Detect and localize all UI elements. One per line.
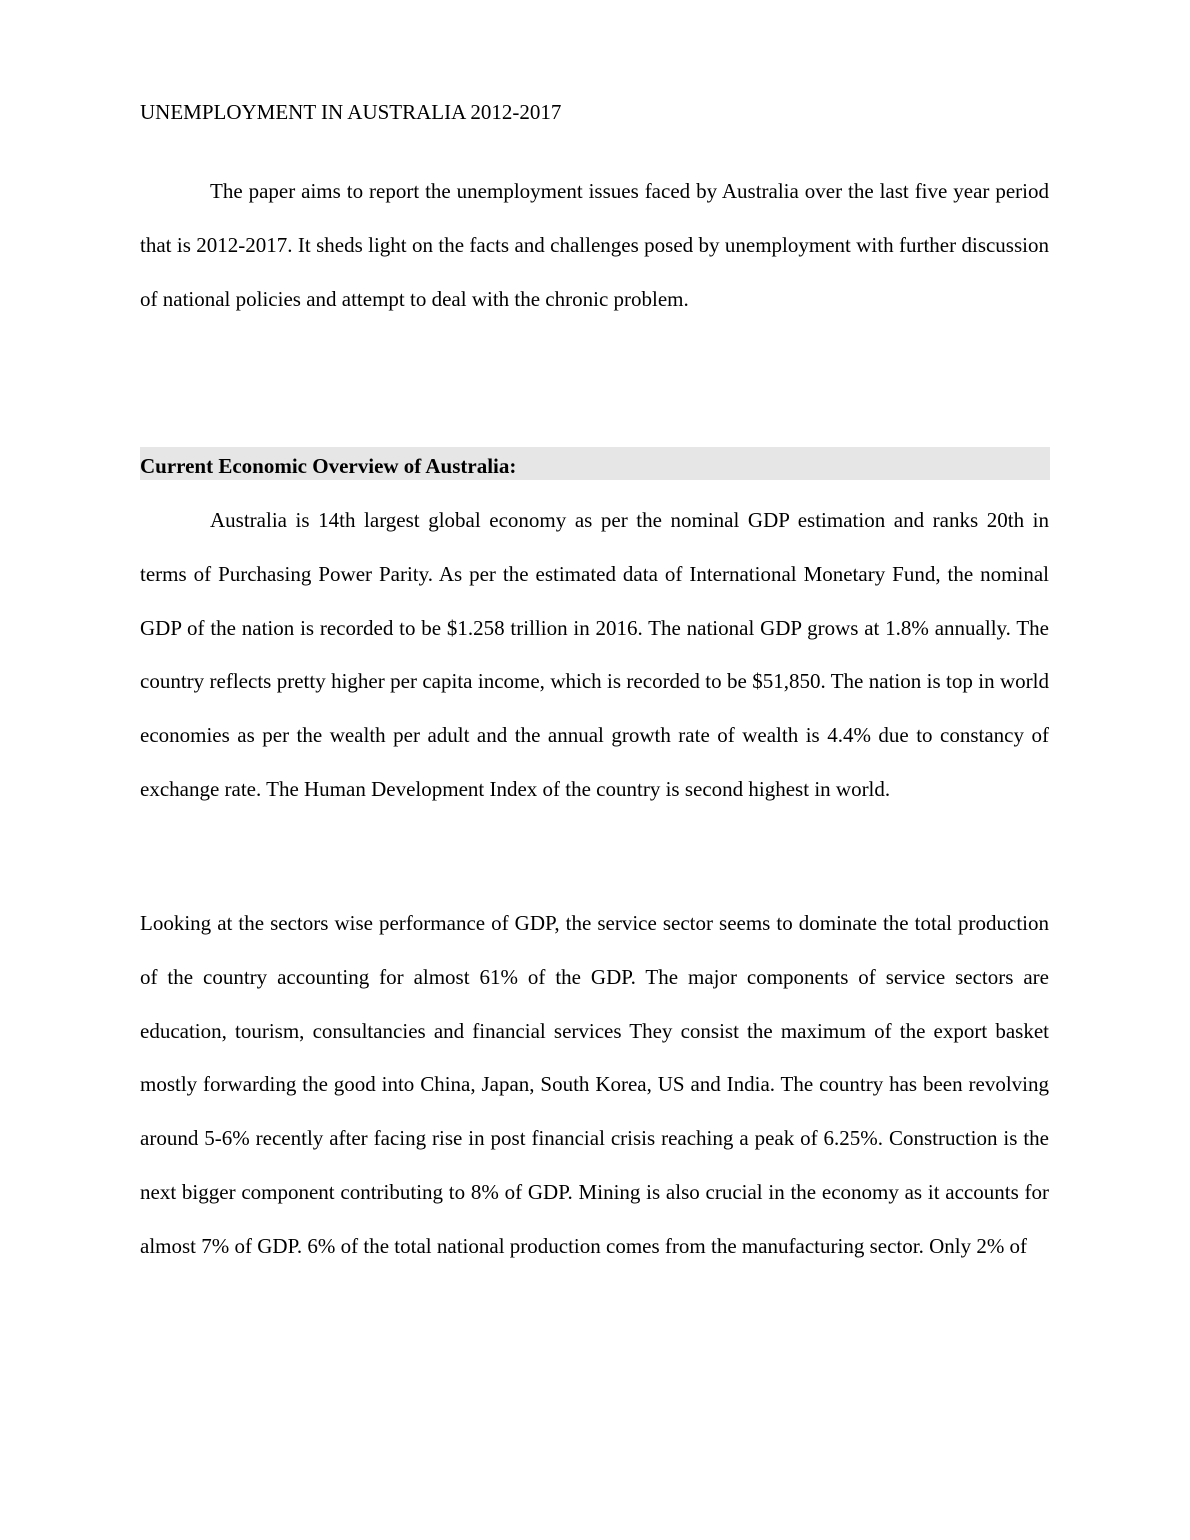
- intro-paragraph: The paper aims to report the unemployment issues faced by Australia over the last five year period that is 2012-2017. It sheds light on the facts and challenges posed by unemployment with further discussion of national policies and attempt to deal with the chronic problem.: [140, 179, 1049, 311]
- overview-paragraph: Australia is 14th largest global economy as per the nominal GDP estimation and ranks 20th in terms of Purchasing Power Parity. As per the estimated data of International Monetary Fund, the nominal GDP of the nation is recorded to be $1.258 trillion in 2016. The national GDP grows at 1.8% annually. The country reflects pretty higher per capita income, which is recorded to be $51,850. The nation is top in world economies as per the wealth per adult and the annual growth rate of wealth is 4.4% due to constancy of exchange rate. The Human Development Index of the country is second highest in world.: [140, 508, 1049, 801]
- sectors-paragraph: Looking at the sectors wise performance of GDP, the service sector seems to dominate the total production of the country accounting for almost 61% of the GDP. The major components of service sectors are education, tourism, consultancies and financial services They consist the maximum of the export basket mostly forwarding the good into China, Japan, South Korea, US and India. The country has been revolving around 5-6% recently after facing rise in post financial crisis reaching a peak of 6.25%. Construction is the next bigger component contributing to 8% of GDP. Mining is also crucial in the economy as it accounts for almost 7% of GDP. 6% of the total national production comes from the manufacturing sector. Only 2% of: [140, 911, 1049, 1258]
- section-heading: Current Economic Overview of Australia:: [140, 454, 517, 478]
- document-title: UNEMPLOYMENT IN AUSTRALIA 2012-2017: [140, 100, 562, 124]
